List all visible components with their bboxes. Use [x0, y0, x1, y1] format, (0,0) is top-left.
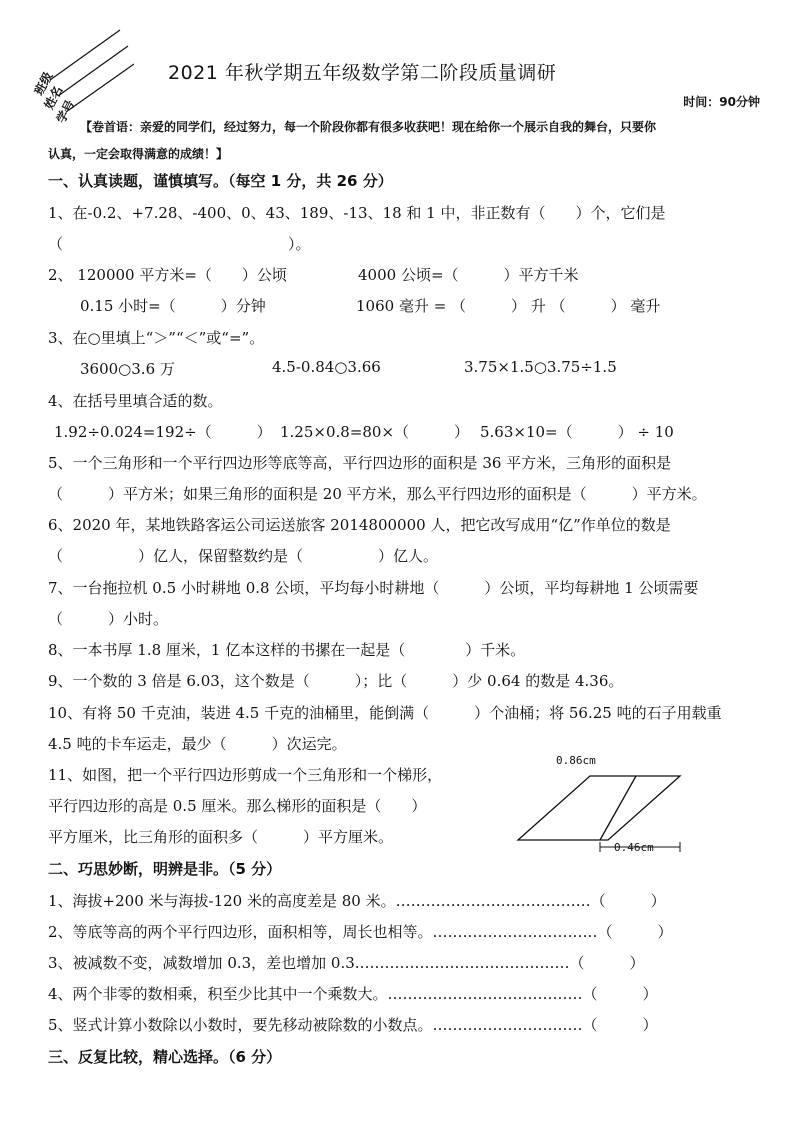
- exam-time: 时间：90分钟: [683, 95, 760, 109]
- question-6-line-1: 6、2020 年，某地铁路客运公司运送旅客 2014800000 人，把它改写成用“亿”作单位的数是: [48, 516, 671, 534]
- judge-item-3: 3、被减数不变，减数增加 0.3，差也增加 0.3.……………………………………（ ）: [48, 954, 645, 972]
- judge-item-1: 1、海拔+200 米与海拔-120 米的高度差是 80 米。…………………………………（ ）: [48, 892, 666, 910]
- question-1-line-1: 1、在-0.2、+7.28、-400、0、43、189、-13、18 和 1 中，非正数有（ ）个，它们是: [48, 204, 666, 222]
- question-6-line-2: （ ）亿人，保留整数约是（ ）亿人。: [48, 547, 439, 565]
- section-2-heading: 二、巧思妙断，明辨是非。（5 分）: [48, 860, 282, 878]
- question-3-item-3: 3.75×1.5○3.75÷1.5: [464, 358, 617, 376]
- question-8: 8、一本书厚 1.8 厘米，1 亿本这样的书摞在一起是（ ）千米。: [48, 641, 526, 659]
- question-11-line-2: 平行四边形的高是 0.5 厘米。那么梯形的面积是（ ）: [48, 797, 427, 815]
- section-1-heading: 一、认真读题，谨慎填写。（每空 1 分，共 26 分）: [48, 172, 393, 190]
- figure-top-label: 0.86cm: [556, 754, 596, 767]
- question-2-part-3: 0.15 小时=（ ）分钟: [80, 297, 266, 315]
- question-11-line-1: 11、如图，把一个平行四边形剪成一个三角形和一个梯形，: [48, 766, 443, 784]
- figure-bottom-label: 0.46cm: [614, 841, 654, 854]
- question-5-line-1: 5、一个三角形和一个平行四边形等底等高，平行四边形的面积是 36 平方米，三角形的面积是: [48, 454, 672, 472]
- intro-line-1: 【卷首语：亲爱的同学们，经过努力，每一个阶段你都有很多收获吧！现在给你一个展示自我的舞台，只要你: [80, 120, 657, 134]
- question-4-item-3: 5.63×10=（ ） ÷ 10: [480, 423, 674, 441]
- question-5-line-2: （ ）平方米；如果三角形的面积是 20 平方米，那么平行四边形的面积是（ ）平方米。: [48, 485, 707, 503]
- question-2-part-2: 4000 公顷=（ ）平方千米: [358, 266, 579, 284]
- question-2-part-4: 1060 毫升 = （ ） 升 （ ） 毫升: [356, 297, 661, 315]
- question-7-line-2: （ ）小时。: [48, 610, 169, 628]
- name-label: 姓名: [41, 83, 66, 112]
- judge-item-5: 5、竖式计算小数除以小数时，要先移动被除数的小数点。…………………………（ ）: [48, 1016, 658, 1034]
- question-3-item-1: 3600○3.6 万: [80, 360, 175, 378]
- question-3-prompt: 3、在○里填上“＞”“＜”或“=”。: [48, 329, 265, 347]
- question-4-item-1: 1.92÷0.024=192÷（ ）: [54, 423, 272, 441]
- question-4-item-2: 1.25×0.8=80×（ ）: [280, 423, 470, 441]
- question-10-line-2: 4.5 吨的卡车运走，最少（ ）次运完。: [48, 735, 347, 753]
- section-3-heading: 三、反复比较，精心选择。（6 分）: [48, 1048, 282, 1066]
- question-10-line-1: 10、有将 50 千克油，装进 4.5 千克的油桶里，能倒满（ ）个油桶；将 56.25 吨的石子用载重: [48, 704, 722, 722]
- judge-item-2: 2、等底等高的两个平行四边形，面积相等，周长也相等。……………………………（ ）: [48, 923, 673, 941]
- question-9: 9、一个数的 3 倍是 6.03，这个数是（ ）；比（ ）少 0.64 的数是 4.36。: [48, 672, 624, 690]
- intro-line-2: 认真，一定会取得满意的成绩！】: [48, 147, 229, 161]
- judge-item-4: 4、两个非零的数相乘，积至少比其中一个乘数大。…………………………………（ ）: [48, 985, 658, 1003]
- question-1-line-2: （ ）。: [48, 235, 311, 253]
- student-id-label: 学号: [53, 97, 78, 126]
- intro-note: [48, 114, 758, 168]
- class-label: 班级: [31, 69, 56, 98]
- question-4-prompt: 4、在括号里填合适的数。: [48, 392, 223, 410]
- parallelogram-figure: [510, 750, 700, 858]
- question-7-line-1: 7、一台拖拉机 0.5 小时耕地 0.8 公顷，平均每小时耕地（ ）公顷，平均每耕地 1 公顷需要: [48, 579, 699, 597]
- parallelogram-outline: [518, 776, 680, 840]
- question-3-item-2: 4.5-0.84○3.66: [272, 358, 381, 376]
- page-title: 2021 年秋学期五年级数学第二阶段质量调研: [168, 62, 557, 84]
- question-11-line-3: 平方厘米，比三角形的面积多（ ）平方厘米。: [48, 828, 394, 846]
- question-2-part-1: 2、 120000 平方米=（ ）公顷: [48, 266, 287, 284]
